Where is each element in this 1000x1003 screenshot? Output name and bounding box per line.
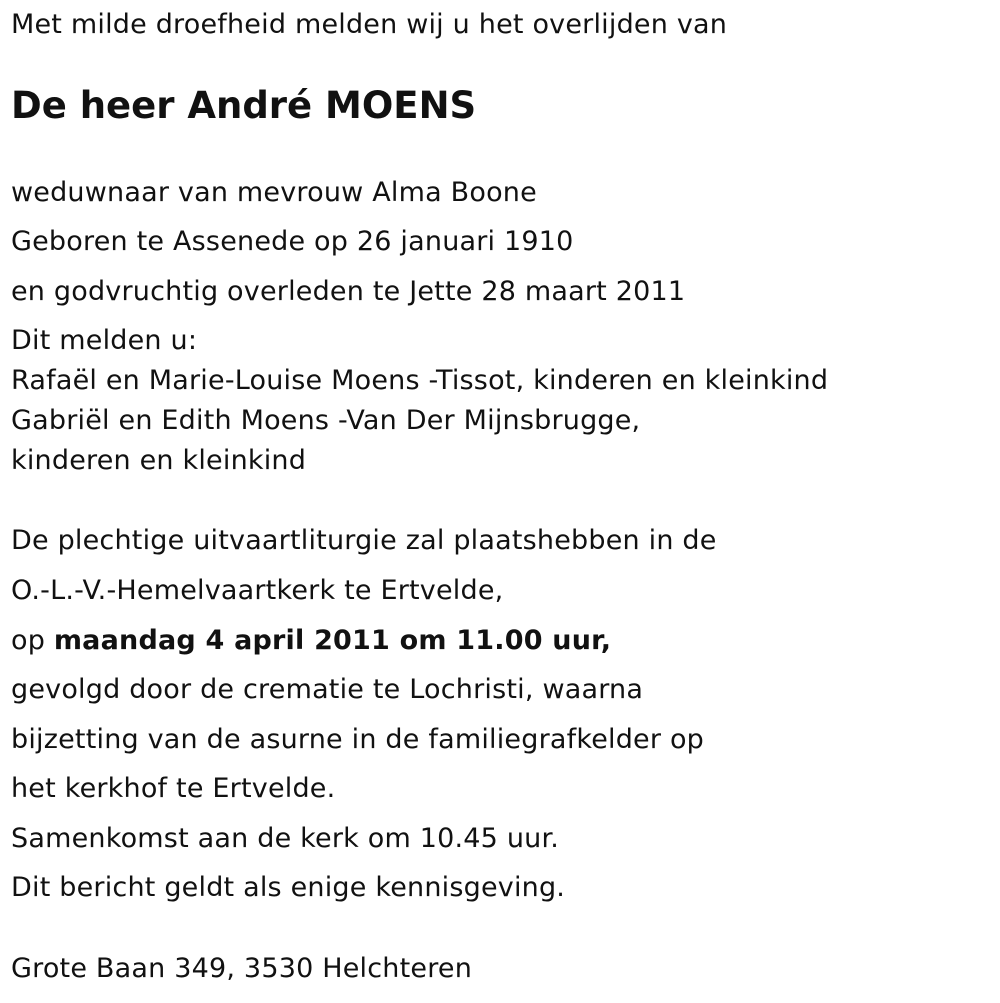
family-line-1: Rafaël en Marie-Louise Moens -Tissot, kinderen en kleinkind <box>11 365 829 396</box>
gathering-text: Samenkomst aan de kerk om 10.45 uur. <box>11 823 560 854</box>
announced-by-text: Dit melden u: <box>11 325 198 356</box>
notice-text: Dit bericht geldt als enige kennisgeving. <box>11 872 566 903</box>
death-text: en godvruchtig overleden te Jette 28 maart 2011 <box>11 276 686 307</box>
ceremony-date-line <box>11 625 611 657</box>
birth-text: Geboren te Assenede op 26 januari 1910 <box>11 226 574 257</box>
address-text: Grote Baan 349, 3530 Helchteren <box>11 953 473 984</box>
ceremony-line-6: het kerkhof te Ertvelde. <box>11 773 336 804</box>
ceremony-line-4: gevolgd door de crematie te Lochristi, waarna <box>11 674 644 705</box>
ceremony-line-5: bijzetting van de asurne in de familiegrafkelder op <box>11 724 705 755</box>
ceremony-date-bold: maandag 4 april 2011 om 11.00 uur, <box>53 625 612 656</box>
intro-text: Met milde droefheid melden wij u het overlijden van <box>11 9 728 40</box>
deceased-name: De heer André MOENS <box>11 84 477 127</box>
ceremony-line-1: De plechtige uitvaartliturgie zal plaatshebben in de <box>11 525 717 556</box>
family-line-3: kinderen en kleinkind <box>11 445 307 476</box>
widower-text: weduwnaar van mevrouw Alma Boone <box>11 177 537 208</box>
ceremony-line-2: O.-L.-V.-Hemelvaartkerk te Ertvelde, <box>11 575 504 606</box>
ceremony-date-prefix: op <box>11 625 54 656</box>
family-line-2: Gabriël en Edith Moens -Van Der Mijnsbrugge, <box>11 405 641 436</box>
